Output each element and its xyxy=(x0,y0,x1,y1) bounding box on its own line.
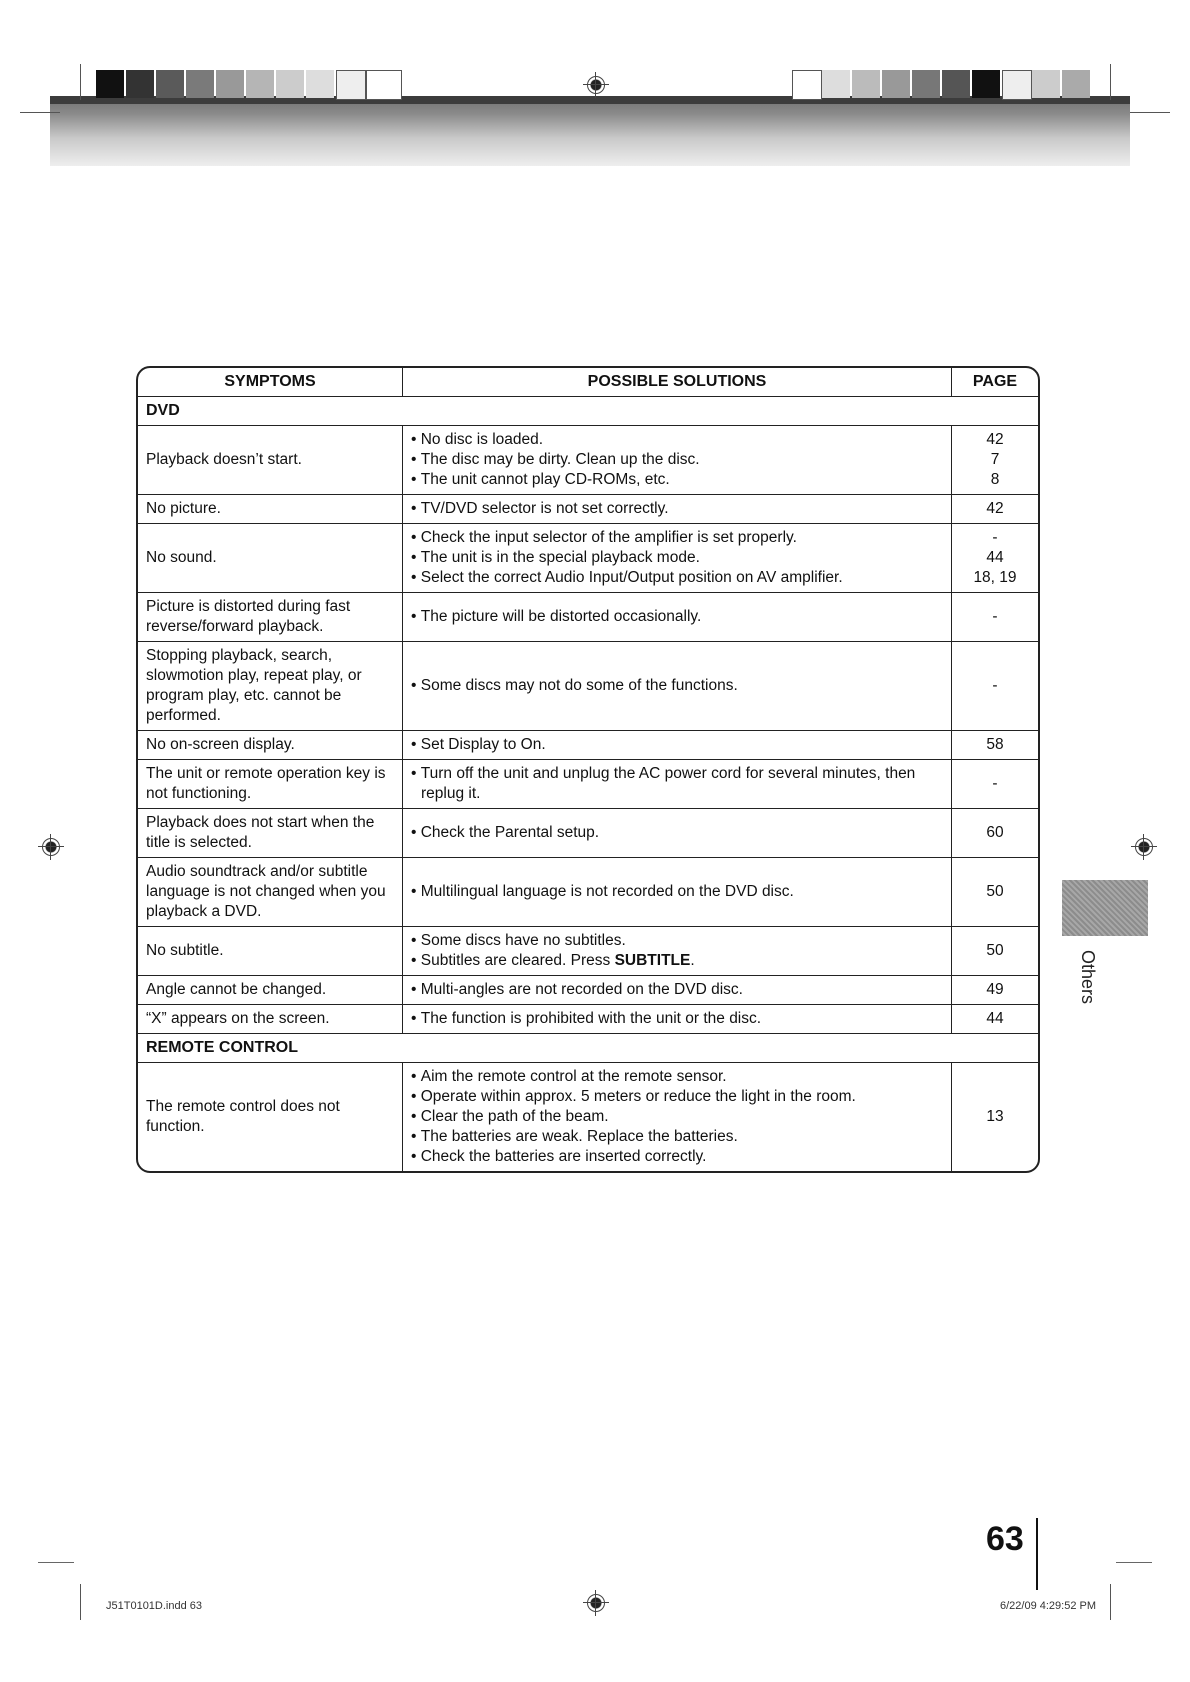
page-cell xyxy=(952,524,1039,593)
table-row xyxy=(138,760,1038,809)
page-reference: 50 xyxy=(986,883,1004,900)
table-row xyxy=(138,1005,1038,1034)
symptom-cell: The remote control does not function. xyxy=(138,1063,403,1172)
crop-tick xyxy=(80,64,81,100)
page-reference: 50 xyxy=(986,942,1004,959)
page-number-rule xyxy=(1036,1518,1038,1590)
color-block xyxy=(942,70,970,98)
color-block xyxy=(852,70,880,98)
solutions-cell xyxy=(403,426,952,495)
solutions-cell xyxy=(403,731,952,760)
solution-item: • The function is prohibited with the unit or the disc. xyxy=(411,1009,943,1029)
table-row xyxy=(138,426,1038,495)
solution-item: • No disc is loaded. xyxy=(411,430,943,450)
solution-item: • The batteries are weak. Replace the batteries. xyxy=(411,1127,943,1147)
page-cell xyxy=(952,426,1039,495)
page-cell xyxy=(952,495,1039,524)
registration-mark-icon xyxy=(587,1594,605,1612)
page-cell xyxy=(952,809,1039,858)
solution-item: • Check the batteries are inserted correctly. xyxy=(411,1147,943,1167)
symptom-cell: No on-screen display. xyxy=(138,731,403,760)
crop-tick xyxy=(1110,1584,1111,1620)
solutions-cell xyxy=(403,642,952,731)
page-reference: 18, 19 xyxy=(973,569,1017,586)
color-block xyxy=(246,70,274,98)
symptom-cell: No picture. xyxy=(138,495,403,524)
registration-mark-icon xyxy=(42,838,60,856)
solutions-cell xyxy=(403,495,952,524)
symptom-cell: “X” appears on the screen. xyxy=(138,1005,403,1034)
solution-item: • The unit is in the special playback mode. xyxy=(411,548,943,568)
solution-item: • Clear the path of the beam. xyxy=(411,1107,943,1127)
table-row xyxy=(138,524,1038,593)
page-cell xyxy=(952,858,1039,927)
page-cell xyxy=(952,1063,1039,1172)
symptom-cell: Playback does not start when the title is selected. xyxy=(138,809,403,858)
registration-mark-icon xyxy=(587,76,605,94)
color-block xyxy=(156,70,184,98)
color-block xyxy=(336,70,366,100)
page-reference: 42 xyxy=(986,431,1004,448)
page-cell xyxy=(952,731,1039,760)
solution-item: • Some discs have no subtitles. xyxy=(411,931,943,951)
page-cell xyxy=(952,927,1039,976)
table-row xyxy=(138,858,1038,927)
table-row xyxy=(138,642,1038,731)
solutions-cell xyxy=(403,760,952,809)
solutions-cell xyxy=(403,927,952,976)
page-cell xyxy=(952,760,1039,809)
registration-mark-icon xyxy=(1135,838,1153,856)
crop-line xyxy=(1116,1562,1152,1563)
table-row xyxy=(138,1063,1038,1172)
color-block xyxy=(306,70,334,98)
page-reference: 8 xyxy=(990,471,1000,488)
color-block xyxy=(1032,70,1060,98)
solution-item: • Multilingual language is not recorded on the DVD disc. xyxy=(411,882,943,902)
crop-line xyxy=(38,1562,74,1563)
color-block xyxy=(822,70,850,98)
solution-item: • Turn off the unit and unplug the AC power cord for several minutes, then replug it. xyxy=(411,764,943,804)
solutions-cell xyxy=(403,1005,952,1034)
page-reference: - xyxy=(992,775,998,792)
table-row xyxy=(138,495,1038,524)
section-tab-label: Others xyxy=(1078,950,1098,1005)
page-cell xyxy=(952,976,1039,1005)
color-block xyxy=(366,70,402,100)
table-row xyxy=(138,593,1038,642)
symptom-cell: No subtitle. xyxy=(138,927,403,976)
color-block xyxy=(912,70,940,98)
symptom-cell: The unit or remote operation key is not functioning. xyxy=(138,760,403,809)
color-block xyxy=(96,70,124,98)
solutions-cell xyxy=(403,809,952,858)
symptom-cell: Angle cannot be changed. xyxy=(138,976,403,1005)
solution-item: • The picture will be distorted occasionally. xyxy=(411,607,943,627)
solution-item: • The unit cannot play CD-ROMs, etc. xyxy=(411,470,943,490)
section-tab-marker xyxy=(1062,880,1148,936)
solution-item: • Operate within approx. 5 meters or reduce the light in the room. xyxy=(411,1087,943,1107)
section-row-dvd xyxy=(138,397,1038,426)
page-reference: 58 xyxy=(986,736,1004,753)
solution-item: • Check the Parental setup. xyxy=(411,823,943,843)
solutions-cell xyxy=(403,976,952,1005)
header-solutions: POSSIBLE SOLUTIONS xyxy=(403,368,952,397)
color-block xyxy=(1062,70,1090,98)
solution-item: • Check the input selector of the amplifier is set properly. xyxy=(411,528,943,548)
crop-line xyxy=(1130,112,1170,113)
section-title-remote-control: REMOTE CONTROL xyxy=(138,1034,1038,1063)
solution-item: • TV/DVD selector is not set correctly. xyxy=(411,499,943,519)
page-reference: 60 xyxy=(986,824,1004,841)
page-reference: 42 xyxy=(986,500,1004,517)
header-symptoms: SYMPTOMS xyxy=(138,368,403,397)
table-row xyxy=(138,927,1038,976)
color-block xyxy=(126,70,154,98)
page-reference: 49 xyxy=(986,981,1004,998)
section-title-dvd: DVD xyxy=(138,397,1038,426)
section-row-remote-control xyxy=(138,1034,1038,1063)
table-row xyxy=(138,809,1038,858)
page-reference: 44 xyxy=(986,549,1004,566)
page-reference: - xyxy=(992,608,998,625)
solution-item: • Multi-angles are not recorded on the DVD disc. xyxy=(411,980,943,1000)
table-row xyxy=(138,731,1038,760)
color-block xyxy=(1002,70,1032,100)
solutions-cell xyxy=(403,1063,952,1172)
solution-item: • The disc may be dirty. Clean up the disc. xyxy=(411,450,943,470)
color-block xyxy=(792,70,822,100)
solution-item: • Subtitles are cleared. Press SUBTITLE. xyxy=(411,951,943,971)
symptom-cell: Playback doesn’t start. xyxy=(138,426,403,495)
page-reference: 13 xyxy=(986,1108,1004,1125)
troubleshooting-table xyxy=(136,366,1040,1173)
solutions-cell xyxy=(403,858,952,927)
page-cell xyxy=(952,1005,1039,1034)
color-block xyxy=(186,70,214,98)
table-header-row xyxy=(138,368,1038,397)
page-number: 63 xyxy=(986,1520,1024,1558)
page-reference: 7 xyxy=(990,451,1000,468)
button-name: SUBTITLE xyxy=(614,952,691,969)
page-reference: - xyxy=(992,529,998,546)
crop-line xyxy=(20,112,60,113)
page-cell xyxy=(952,593,1039,642)
crop-tick xyxy=(80,1584,81,1620)
header-page: PAGE xyxy=(952,368,1039,397)
solution-item: • Aim the remote control at the remote sensor. xyxy=(411,1067,943,1087)
solutions-cell xyxy=(403,524,952,593)
symptom-cell: Picture is distorted during fast reverse/forward playback. xyxy=(138,593,403,642)
footer-timestamp: 6/22/09 4:29:52 PM xyxy=(1000,1600,1097,1612)
crop-tick xyxy=(1110,64,1111,100)
symptom-cell: Audio soundtrack and/or subtitle language is not changed when you playback a DVD. xyxy=(138,858,403,927)
solutions-cell xyxy=(403,593,952,642)
page-cell xyxy=(952,642,1039,731)
color-block xyxy=(276,70,304,98)
symptom-cell: No sound. xyxy=(138,524,403,593)
table-row xyxy=(138,976,1038,1005)
page-reference: - xyxy=(992,677,998,694)
color-block xyxy=(972,70,1000,98)
solution-item: • Some discs may not do some of the functions. xyxy=(411,676,943,696)
header-gradient xyxy=(50,96,1130,166)
color-block xyxy=(216,70,244,98)
footer-file-info: J51T0101D.indd 63 xyxy=(106,1600,203,1612)
color-block xyxy=(882,70,910,98)
symptom-cell: Stopping playback, search, slowmotion play, repeat play, or program play, etc. cannot be performed. xyxy=(138,642,403,731)
page-reference: 44 xyxy=(986,1010,1004,1027)
solution-item: • Set Display to On. xyxy=(411,735,943,755)
solution-item: • Select the correct Audio Input/Output position on AV amplifier. xyxy=(411,568,943,588)
